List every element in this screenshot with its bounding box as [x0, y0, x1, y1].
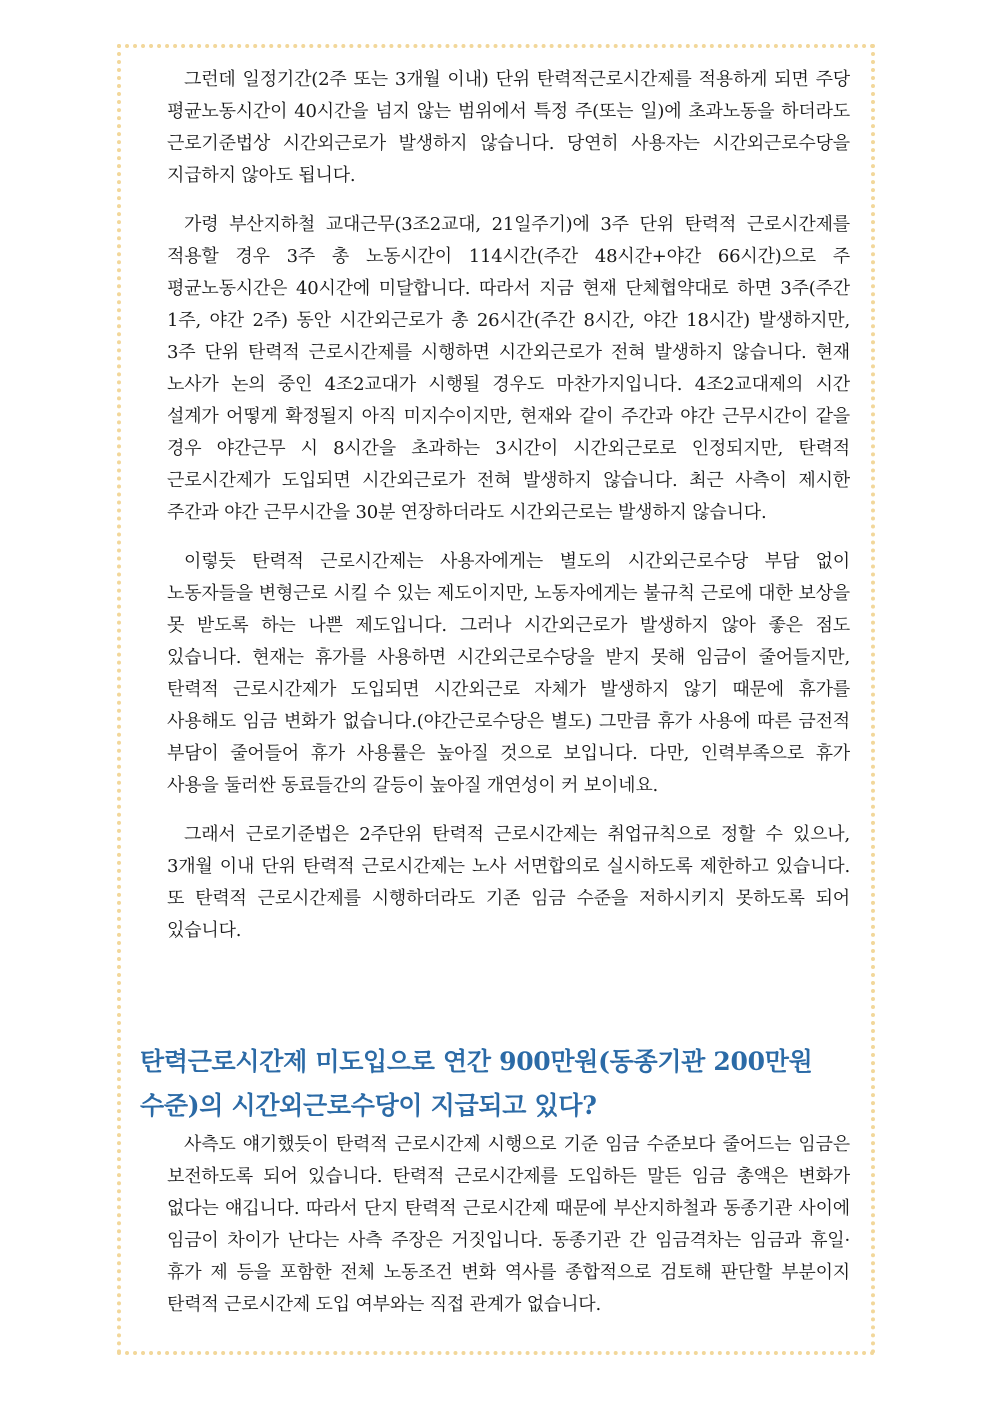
paragraph-flexible-hours-overtime: 그런데 일정기간(2주 또는 3개월 이내) 단위 탄력적근로시간제를 적용하게 되면 주당 평균노동시간이 40시간을 넘지 않는 범위에서 특정 주(또는 일)에 초과노동을 하더라도 근로기준법상 시간외근로가 발생하지 않습니다. 당연히 사용자는 시간외근로수당을 지급하지 않아도 됩니다. [167, 69, 850, 186]
paragraph-labor-standards-act: 그래서 근로기준법은 2주단위 탄력적 근로시간제는 취업규칙으로 정할 수 있으나, 3개월 이내 단위 탄력적 근로시간제는 노사 서면합의로 실시하도록 제한하고 있습니다. 또 탄력적 근로시간제를 시행하더라도 기존 임금 수준을 저하시키지 못하도록 되어 있습니다. [167, 824, 850, 941]
section-body [167, 1129, 850, 1338]
article-body [167, 64, 850, 964]
paragraph-pros-cons: 이렇듯 탄력적 근로시간제는 사용자에게는 별도의 시간외근로수당 부담 없이 노동자들을 변형근로 시킬 수 있는 제도이지만, 노동자에게는 불규칙 근로에 대한 보상을 못 받도록 하는 나쁜 제도입니다. 그러나 시간외근로가 발생하지 않아 좋은 점도 있습니다. 현재는 휴가를 사용하면 시간외근로수당을 받지 못해 임금이 줄어들지만, 탄력적 근로시간제가 도입되면 시간외근로 자체가 발생하지 않기 때문에 휴가를 사용해도 임금 변화가 없습니다.(야간근로수당은 별도) 그만큼 휴가 사용에 따른 금전적 부담이 줄어들어 휴가 사용률은 높아질 것으로 보입니다. 다만, 인력부족으로 휴가 사용을 둘러싼 동료들간의 갈등이 높아질 개연성이 커 보이네요. [167, 551, 850, 796]
paragraph-wage-gap-claim: 사측도 얘기했듯이 탄력적 근로시간제 시행으로 기준 임금 수준보다 줄어드는 임금은 보전하도록 되어 있습니다. 탄력적 근로시간제를 도입하든 말든 임금 총액은 변화가 없다는 얘깁니다. 따라서 단지 탄력적 근로시간제 때문에 부산지하철과 동종기관 사이에 임금이 차이가 난다는 사측 주장은 거짓입니다. 동종기관 간 임금격차는 임금과 휴일·휴가 제 등을 포함한 전체 노동조건 변화 역사를 종합적으로 검토해 판단할 부분이지 탄력적 근로시간제 도입 여부와는 직접 관계가 없습니다. [167, 1134, 850, 1315]
section-heading: 탄력근로시간제 미도입으로 연간 900만원(동종기관 200만원 수준)의 시간외근로수당이 지급되고 있다? [140, 1047, 813, 1120]
paragraph-busan-subway-example: 가령 부산지하철 교대근무(3조2교대, 21일주기)에 3주 단위 탄력적 근로시간제를 적용할 경우 3주 총 노동시간이 114시간(주간 48시간+야간 66시간)으로 주 평균노동시간은 40시간에 미달합니다. 따라서 지금 현재 단체협약대로 하면 3주(주간 1주, 야간 2주) 동안 시간외근로가 총 26시간(주간 8시간, 야간 18시간) 발생하지만, 3주 단위 탄력적 근로시간제를 시행하면 시간외근로가 전혀 발생하지 않습니다. 현재 노사가 논의 중인 4조2교대가 시행될 경우도 마찬가지입니다. 4조2교대제의 시간 설계가 어떻게 확정될지 아직 미지수이지만, 현재와 같이 주간과 야간 근무시간이 같을 경우 야간근무 시 8시간을 초과하는 3시간이 시간외근로로 인정되지만, 탄력적 근로시간제가 도입되면 시간외근로가 전혀 발생하지 않습니다. 최근 사측이 제시한 주간과 야간 근무시간을 30분 연장하더라도 시간외근로는 발생하지 않습니다. [167, 214, 850, 523]
